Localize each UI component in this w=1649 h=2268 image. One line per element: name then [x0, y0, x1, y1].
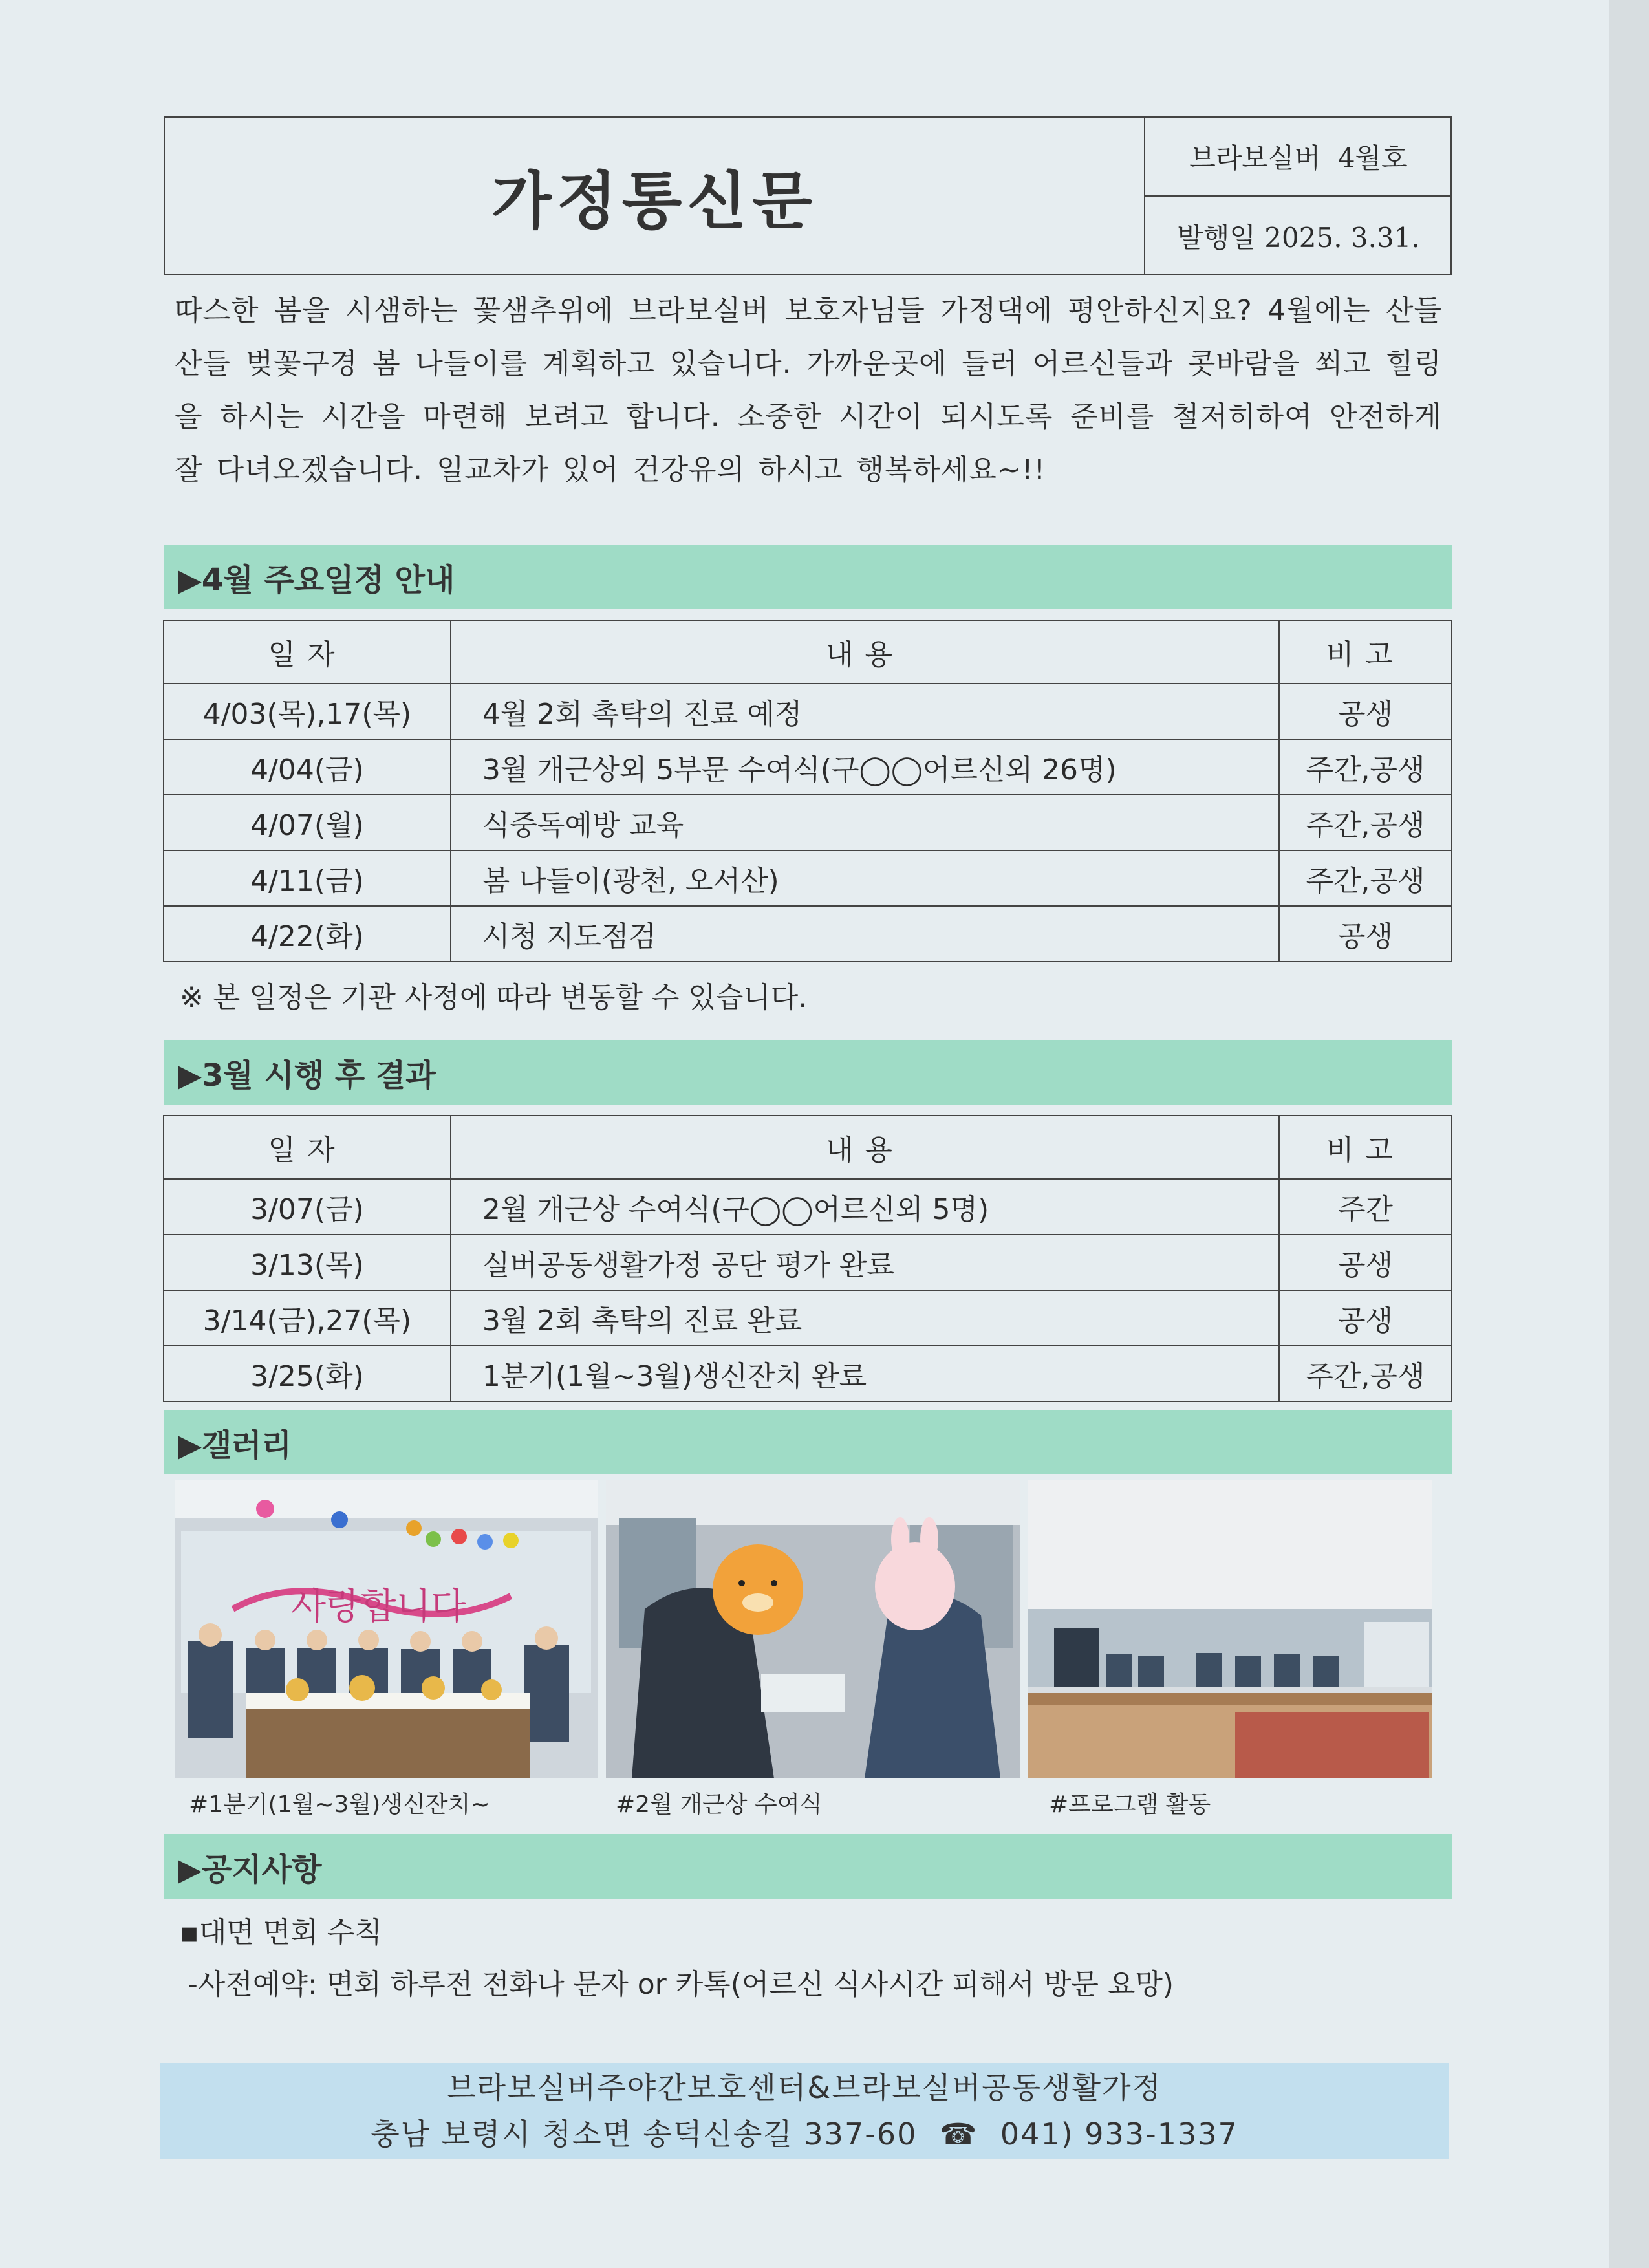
row-content: 3월 2회 촉탁의 진료 완료	[451, 1290, 1279, 1346]
notice-bullet: ▪대면 면회 수칙	[180, 1916, 382, 1949]
gallery-caption-1: #1분기(1월~3월)생신잔치~	[189, 1791, 490, 1818]
table-row	[164, 850, 1452, 906]
row-date: 4/11(금)	[164, 850, 451, 906]
header-box	[164, 116, 1452, 275]
row-note: 주간	[1279, 1179, 1452, 1235]
row-content: 1분기(1월~3월)생신잔치 완료	[451, 1346, 1279, 1401]
col-date-header: 일자	[164, 620, 451, 684]
col-content-header: 내용	[451, 1116, 1279, 1179]
row-content: 시청 지도점검	[451, 906, 1279, 962]
march-results-table	[163, 1115, 1452, 1402]
row-note: 공생	[1279, 906, 1452, 962]
april-schedule-table	[163, 620, 1452, 962]
photo-banner-text: 사랑합니다	[291, 1586, 466, 1628]
table-row	[164, 1290, 1452, 1346]
section-heading-march: ▶3월 시행 후 결과	[164, 1040, 1452, 1105]
col-note-header: 비고	[1279, 1116, 1452, 1179]
table-row	[164, 1179, 1452, 1235]
row-content: 2월 개근상 수여식(구◯◯어르신외 5명)	[451, 1179, 1279, 1235]
emoji-sticker-rabbit	[875, 1542, 955, 1630]
row-note: 주간,공생	[1279, 850, 1452, 906]
col-note-header: 비고	[1279, 620, 1452, 684]
intro-text: 따스한 봄을 시샘하는 꽃샘추위에 브라보실버 보호자님들 가정댁에 평안하신지요? 4월에는 산들산들 벚꽃구경 봄 나들이를 계획하고 있습니다. 가까운곳에 들러 어르신들과 콧바람을 쐬고 힐링을 하시는 시간을 마련해 보려고 합니다. 소중한 시간이 되시도록 준비를 철저히하여 안전하게 잘 다녀오겠습니다. 일교차가 있어 건강유의 하시고 행복하세요~!!	[175, 294, 1442, 486]
emoji-sticker-bear	[713, 1544, 803, 1635]
row-date: 3/07(금)	[164, 1179, 451, 1235]
row-note: 공생	[1279, 684, 1452, 739]
table-header-row	[164, 620, 1452, 684]
row-content: 4월 2회 촉탁의 진료 예정	[451, 684, 1279, 739]
row-date: 4/22(화)	[164, 906, 451, 962]
section-heading-april: ▶4월 주요일정 안내	[164, 545, 1452, 609]
footer-phone: 041) 933-1337	[1000, 2117, 1238, 2152]
notice-detail: -사전예약: 면회 하루전 전화나 문자 or 카톡(어르신 식사시간 피해서 방문 요망)	[188, 1968, 1174, 2001]
footer-org: 브라보실버주야간보호센터&브라보실버공동생활가정	[447, 2070, 1162, 2105]
gallery-caption-3: #프로그램 활동	[1049, 1791, 1211, 1818]
footer-address: 충남 보령시 청소면 송덕신송길 337-60	[371, 2117, 918, 2152]
row-content: 봄 나들이(광천, 오서산)	[451, 850, 1279, 906]
col-content-header: 내용	[451, 620, 1279, 684]
paper-edge	[1609, 0, 1649, 2268]
section-heading-gallery: ▶갤러리	[164, 1410, 1452, 1474]
row-date: 3/25(화)	[164, 1346, 451, 1401]
gallery-photo-award	[606, 1480, 1020, 1778]
footer-address-line	[371, 2111, 1238, 2157]
gallery-photo-program	[1028, 1480, 1432, 1778]
row-content: 식중독예방 교육	[451, 795, 1279, 850]
row-note: 주간,공생	[1279, 1346, 1452, 1401]
publish-date: 발행일 2025. 3.31.	[1177, 221, 1420, 254]
table-row	[164, 1346, 1452, 1401]
col-date-header: 일자	[164, 1116, 451, 1179]
row-content: 실버공동생활가정 공단 평가 완료	[451, 1235, 1279, 1290]
table-row	[164, 739, 1452, 795]
table-row	[164, 795, 1452, 850]
schedule-footnote: ※ 본 일정은 기관 사정에 따라 변동할 수 있습니다.	[180, 981, 808, 1014]
row-note: 주간,공생	[1279, 795, 1452, 850]
row-note: 공생	[1279, 1290, 1452, 1346]
row-date: 3/14(금),27(목)	[164, 1290, 451, 1346]
section-heading-notice: ▶공지사항	[164, 1834, 1452, 1899]
issue-info	[1144, 118, 1452, 274]
row-date: 3/13(목)	[164, 1235, 451, 1290]
issue-label: 브라보실버 4월호	[1145, 118, 1452, 197]
gallery-caption-2: #2월 개근상 수여식	[616, 1791, 823, 1818]
row-note: 주간,공생	[1279, 739, 1452, 795]
row-note: 공생	[1279, 1235, 1452, 1290]
page-title: 가정통신문	[491, 164, 817, 237]
phone-icon: ☎	[939, 2117, 978, 2152]
footer-contact	[160, 2063, 1449, 2159]
table-row	[164, 684, 1452, 739]
table-row	[164, 1235, 1452, 1290]
table-header-row	[164, 1116, 1452, 1179]
gallery-photo-birthday	[175, 1480, 598, 1778]
row-date: 4/04(금)	[164, 739, 451, 795]
row-date: 4/07(월)	[164, 795, 451, 850]
row-date: 4/03(목),17(목)	[164, 684, 451, 739]
table-row	[164, 906, 1452, 962]
row-content: 3월 개근상외 5부문 수여식(구◯◯어르신외 26명)	[451, 739, 1279, 795]
